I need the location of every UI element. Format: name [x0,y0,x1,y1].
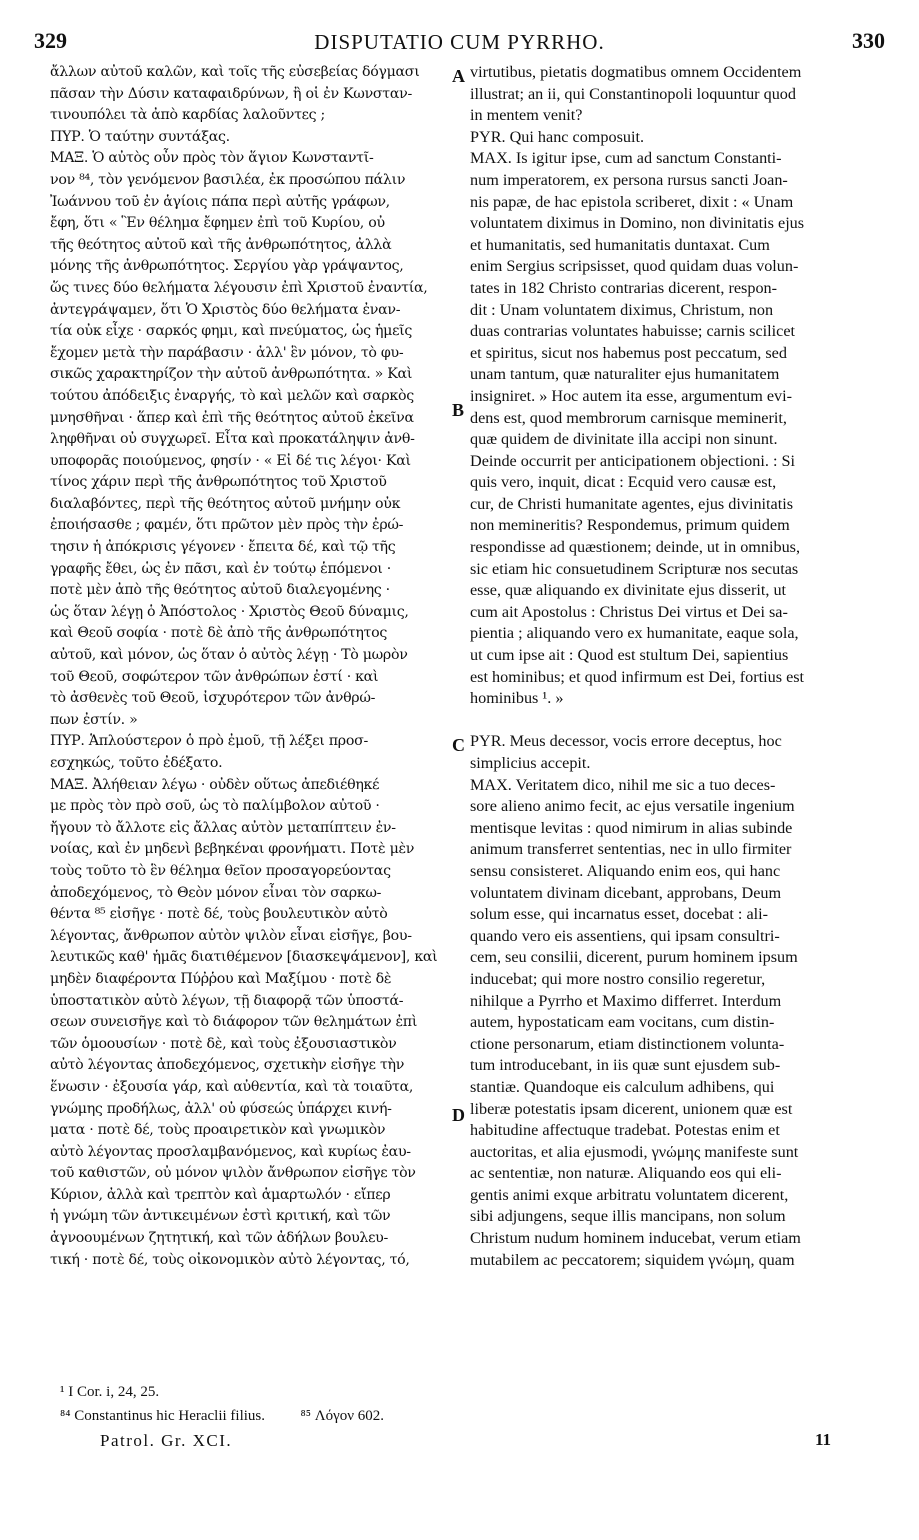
greek-text-line: ἔχομεν μετὰ τὴν παράβασιν · ἀλλ' ἓν μόνον, τὸ φυ- [50,344,404,361]
latin-text-line: hominibus ¹. » [470,689,564,708]
latin-text-line: in mentem venit? [470,106,583,125]
greek-text-line: τία οὐκ εἶχε · σαρκός φημι, καὶ πνεύματος, ὡς ἡμεῖς [50,323,413,340]
latin-text-line: nis papæ, de hac epistola scriberet, dixit : « Unam [470,192,794,211]
latin-text-line: non memineritis? Respondemus, primum quidem [470,516,790,535]
latin-text-line: mutabilem ac peccatorem; siquidem γνώμη, quam [470,1250,795,1269]
greek-text-line: τούτου ἀπόδειξις ἐναργής, τὸ καὶ μελῶν καὶ σαρκὸς [50,387,414,404]
latin-text-line: sore alieno animo fecit, ac ejus versatile ingenium [470,797,795,816]
greek-text-line: τησιν ἡ ἀπόκρισις γέγονεν · ἔπειτα δέ, καὶ τῷ τῆς [50,539,396,556]
latin-text-line: et spiritus, sicut nos habemus post peccatum, sed [470,343,787,362]
greek-text-line: καὶ Θεοῦ σοφία · ποτὲ δὲ ἀπὸ τῆς ἀνθρωπότητος [50,625,387,642]
latin-text-line: Christum nudum hominem inducebat, verum etiam [470,1229,801,1248]
latin-text-line: et humanitatis, sed humanitatis duntaxat. Cum [470,235,770,254]
latin-text-line: cum ait Apostolus : Christus Dei virtus et Dei sa- [470,602,788,621]
greek-text-line: σεων συνεισῆγε καὶ τὸ διάφορον τῶν θελημάτων ἐπὶ [50,1014,418,1031]
latin-text-line: respondisse ad quæstionem; deinde, ut in omnibus, [470,538,801,557]
greek-text-line: ΠΥΡ. Ἁπλούστερον ὁ πρὸ ἐμοῦ, τῇ λέξει προσ- [50,733,368,750]
margin-marker-d: D [452,1105,465,1125]
greek-text-line: λέγοντας, ἄνθρωπον αὐτὸν ψιλὸν εἶναι εἰσῆγε, βου- [50,927,412,944]
greek-text-line: γνώμης προδήλως, ἀλλ' οὐ φύσεώς ὑπάρχει κινή- [50,1100,392,1117]
latin-text-line: mentisque levitas : quod nimirum in alias subinde [470,818,793,837]
greek-text-line: σικῶς χαρακτηρίζον τὴν αὐτοῦ ἀνθρωπότητα. » Καὶ [50,366,413,383]
greek-text-line: νον ⁸⁴, τὸν γενόμενον βασιλέα, ἐκ προσώπου πάλιν [50,171,406,188]
latin-text-line: dens est, quod membrorum carnisque meminerit, [470,408,787,427]
greek-text-line: ἄλλων αὐτοῦ καλῶν, καὶ τοῖς τῆς εὐσεβείας δόγμασι [50,64,420,80]
greek-text-line: μηδὲν διαφέροντα Πύῤῥου καὶ Μαξίμου · ποτὲ δὲ [50,970,392,987]
latin-text-line: habitudine affectuque tradebat. Potestas enim et [470,1121,780,1140]
greek-text-line: πων ἐστίν. » [50,711,138,728]
latin-text-line: sibi adjungens, seque illis mancipans, non solum [470,1207,786,1226]
latin-text-line: insigniret. » Hoc autem ita esse, argumentum evi- [470,386,793,405]
greek-text-line: ληφθῆναι οὐ συγχωρεῖ. Εἶτα καὶ προκατάληψιν ἀνθ- [50,431,415,448]
latin-text-line: liberæ potestatis ipsam dicerent, unionem quæ est [470,1099,793,1118]
greek-text-line: τίνος χάριν περὶ τῆς ἀνθρωπότητος τοῦ Χριστοῦ [50,474,387,491]
greek-text-line: πᾶσαν τὴν Δύσιν καταφαιδρύνων, ἢ οἱ ἐν Κωνσταν- [50,85,412,102]
greek-text-line: ὥς τινες δύο θελήματα λέγουσιν ἐπὶ Χριστοῦ ἐναντία, [50,279,428,296]
greek-text-line: γραφῆς ἔθει, ὡς ἐν πᾶσι, καὶ ἐν τούτῳ ἑπόμενοι · [50,560,391,577]
latin-text-line: illustrat; an ii, qui Constantinopoli loquuntur quod [470,84,796,103]
greek-text-line: ὑποστατικὸν αὐτὸ λέγων, τῇ διαφορᾷ τῶν ὑποστά- [50,992,404,1009]
greek-column [50,62,447,1271]
greek-text-line: τοῦ καθιστῶν, οὐ μόνον ψιλὸν ἄνθρωπον εἰσῆγε τὸν [50,1165,416,1182]
signature-number: 11 [814,1430,831,1449]
latin-text-line: unam tantum, quæ naturaliter ejus humanitatem [470,365,780,384]
greek-text-line: ΜΑΞ. Ὁ αὐτὸς οὖν πρὸς τὸν ἅγιον Κωνσταντῖ- [50,150,374,167]
latin-text-line: sensu consisteret. Aliquando enim eos, qui hanc [470,861,781,880]
greek-text-line: διαλαβόντες, περὶ τῆς θεότητος αὐτοῦ μνήμην οὐκ [50,495,401,512]
latin-text-line: ut cum ipse ait : Quod est stultum Dei, sapientius [470,646,789,665]
greek-text-line: Κύριον, ἀλλὰ καὶ τρεπτὸν καὶ ἁμαρτωλόν · εἴπερ [50,1186,391,1203]
latin-text-line: autem, hypostaticam eam vocitans, cum distin- [470,1013,775,1032]
greek-text-line: ἀντεγράψαμεν, ὅτι Ὁ Χριστὸς δύο θελήματα ἐναν- [50,301,401,318]
greek-text-line: ἐποιήσασθε ; φαμέν, ὅτι πρῶτον μὲν πρὸς τὴν ἐρώ- [50,517,404,534]
latin-text-line: simplicius accepit. [470,754,591,772]
latin-text-line: Deinde occurrit per anticipationem objectioni. : Si [470,451,795,470]
latin-text-line: voluntatem divinam dicebant, approbans, Deum [470,883,782,902]
latin-text-line: inducebat; qui more nostro consilio regeretur, [470,969,766,988]
latin-text-line: est hominibus; et quod infirmum est Dei, fortius est [470,667,805,686]
greek-text-line: τοὺς τοῦτο τὸ ἓν θέλημα θεῖον προσαγορεύοντας [50,862,391,879]
greek-text-line: νοίας, καὶ ἐν μηδενὶ βεβηκέναι φρονήματι. Ποτὲ μὲν [50,841,415,858]
greek-text-line: ἀγνοουμένων ζητητική, καὶ τῶν ἀδήλων βουλευ- [50,1230,388,1247]
latin-text-line: nihilque a Pyrrho et Maximo differret. Interdum [470,991,782,1010]
running-title: DISPUTATIO CUM PYRRHO. [314,30,605,54]
footnote-85: ⁸⁵ Λόγον 602. [300,1408,385,1424]
latin-text-line: ac sententiæ, non naturæ. Aliquando eos qui eli- [470,1164,782,1183]
greek-text-line: αὐτοῦ, καὶ μόνον, ὡς ὅταν ὁ αὐτὸς λέγῃ · Τὸ μωρὸν [50,647,408,664]
greek-text-line: μόνης τῆς ἀνθρωπότητος. Σεργίου γὰρ γράψαντος, [50,258,404,275]
footnote-84-85 [60,1404,560,1428]
latin-text-line: cem, seu consilii, dicerent, purum hominem ipsum [470,948,798,967]
latin-text-line: quis vero, inquit, dicat : Ecquid vero causæ est, [470,473,777,492]
greek-text-line: ὡς ὅταν λέγῃ ὁ Ἀπόστολος · Χριστὸς Θεοῦ δύναμις, [50,603,409,620]
greek-text-line: εσχηκώς, τοῦτο ἐδέξατο. [50,755,223,771]
greek-text-line: ἡ γνώμη τῶν ἀντικειμένων ἐστὶ κριτική, καὶ τῶν [50,1208,391,1225]
latin-text-line: duas contrarias voluntates habuisse; carnis scilicet [470,322,795,341]
latin-text-line: virtutibus, pietatis dogmatibus omnem Occidentem [470,63,802,81]
greek-text-line: ΜΑΞ. Ἀλήθειαν λέγω · οὐδὲν οὕτως ἀπεδιέθηκέ [50,776,380,793]
greek-text-line: υποφορᾶς ποιούμενος, φησίν · « Εἰ δέ τις λέγοι· Καὶ [50,452,411,469]
greek-text-line: αὐτὸ λέγοντας προσλαμβανόμενος, καὶ κυρίως ἐαυ- [50,1143,411,1160]
greek-text-line: με πρὸς τὸν πρὸ σοῦ, ὡς τὸ παλίμβολον αὐτοῦ · [50,798,380,815]
footnote-84: ⁸⁴ Constantinus hic Heraclii filius. [60,1408,266,1424]
latin-text-line: ctione personarum, etiam distinctionem volunta- [470,1034,785,1053]
latin-text-line: quando vero eis assentiens, qui ipsam consultri- [470,926,780,945]
greek-text-line: τινουπόλει τὰ ἀπὸ καρδίας λαλοῦντες ; [50,107,325,124]
greek-text-line: μνησθῆναι · ἅπερ καὶ ἐπὶ τῆς θεότητος αὐτοῦ ἐκεῖνα [50,409,414,426]
latin-text-line: MAX. Veritatem dico, nihil me sic a tuo deces- [470,775,776,794]
page-header [30,28,889,58]
greek-text-line: ἕνωσιν · ἐξουσία γάρ, καὶ αὐθεντία, καὶ τὰ τοιαῦτα, [50,1078,414,1095]
greek-text-line: ἀποδεχόμενος, τὸ Θεὸν μόνον εἶναι τὸν σαρκω- [50,884,382,901]
greek-text-line: τῶν ὁμοουσίων · ποτὲ δὲ, καὶ τοὺς ἐξουσιαστικὸν [50,1035,397,1052]
margin-marker-b: B [452,400,465,420]
latin-text-line: num imperatorem, ex persona rursus sancti Joan- [470,170,788,189]
latin-text-line: tates in 182 Christo contrarias dicerent, respon- [470,278,778,297]
latin-text-line: MAX. Is igitur ipse, cum ad sanctum Constanti- [470,149,782,168]
latin-text-line: solum esse, qui incarnatus esset, docebat : ali- [470,905,769,924]
latin-column [470,62,885,1271]
latin-text-line: dit : Unam voluntatem diximus, Christum, non [470,300,774,319]
margin-marker-c: C [452,735,465,755]
latin-text-line: cur, de Christi humanitate agentes, ejus divinitatis [470,494,794,513]
latin-text-line: tum introducebant, in iis quæ sunt ejusdem sub- [470,1056,781,1075]
greek-text-line: τῆς θεότητος αὐτοῦ καὶ τῆς ἀνθρωπότητος, ἀλλὰ [50,236,392,253]
latin-text-line: auctoritas, et alia ejusmodi, γνώμης manifeste sunt [470,1142,799,1161]
greek-text-line: τὸ ἀσθενὲς τοῦ Θεοῦ, ἰσχυρότερον τῶν ἀνθρώ- [50,690,376,707]
latin-text-line: pientia ; aliquando vero ex humanitate, eaque sola, [470,624,799,643]
greek-text-line: λευτικῶς καθ' ἡμᾶς διατιθέμενον [διασκεψάμενον], καὶ [50,949,438,966]
footnote-1: ¹ I Cor. i, 24, 25. [60,1384,160,1400]
page-number-left: 329 [34,28,67,53]
footnotes [60,1380,560,1454]
margin-marker-a: A [452,66,465,86]
latin-text-line: sic etiam hic consuetudinem Scripturæ nos secutas [470,559,799,578]
greek-text-line: ματα · ποτὲ δέ, τοὺς προαιρετικὸν καὶ γνωμικὸν [50,1122,386,1139]
page-number-right: 330 [852,28,885,53]
greek-text-line: ΠΥΡ. Ὁ ταύτην συντάξας. [50,128,230,145]
latin-text-line: PYR. Meus decessor, vocis errore deceptus, hoc [470,732,782,751]
latin-text-line: animum transferret sententias, nec in ullo firmiter [470,840,792,859]
latin-text-line: quæ quidem de divinitate illa accipi non sinunt. [470,430,778,449]
greek-text-line: θέντα ⁸⁵ εἰσῆγε · ποτὲ δέ, τοὺς βουλευτικὸν αὐτὸ [50,906,388,923]
greek-text-line: ποτὲ μὲν ἀπὸ τῆς θεότητος αὐτοῦ διαλεγομένης · [50,582,390,599]
latin-text-line: gentis animi exque arbitratu voluntatem dicerent, [470,1185,789,1204]
latin-text-line: stantiæ. Quandoque eis calculum adhibens, qui [470,1077,775,1096]
greek-text-line: αὐτὸ λέγοντας ἀποδεχόμενος, σχετικὴν εἰσῆγε τὴν [50,1057,405,1074]
greek-text-line: Ἰωάννου τοῦ ἐν ἁγίοις πάπα περὶ αὐτῆς γράφων, [50,193,390,210]
greek-text-line: τική · ποτὲ δέ, τοὺς οἰκονομικὸν αὐτὸ λέγοντας, τό, [50,1251,410,1268]
paragraph-gap [470,710,885,732]
greek-text-line: τοῦ Θεοῦ, σοφώτερον τῶν ἀνθρώπων ἐστί · καὶ [50,668,379,685]
greek-text-line: ἤγουν τὸ ἄλλοτε εἰς ἄλλας αὐτὸν μεταπίπτειν ἐν- [50,819,396,836]
latin-text-line: enim Sergius scripsisset, quod quidam duas volun- [470,257,799,276]
latin-text-line: PYR. Qui hanc composuit. [470,127,645,146]
latin-text-line: esse, quæ aliquando ex divinitate ejus disserit, ut [470,581,787,600]
latin-text-line: voluntatem diximus in Domino, non divinitatis ejus [470,214,805,233]
source-citation: Patrol. Gr. XCI. [100,1431,233,1450]
greek-text-line: ἔφη, ὅτι « Ἓν θέλημα ἔφημεν ἐπὶ τοῦ Κυρίου, οὐ [50,215,385,232]
